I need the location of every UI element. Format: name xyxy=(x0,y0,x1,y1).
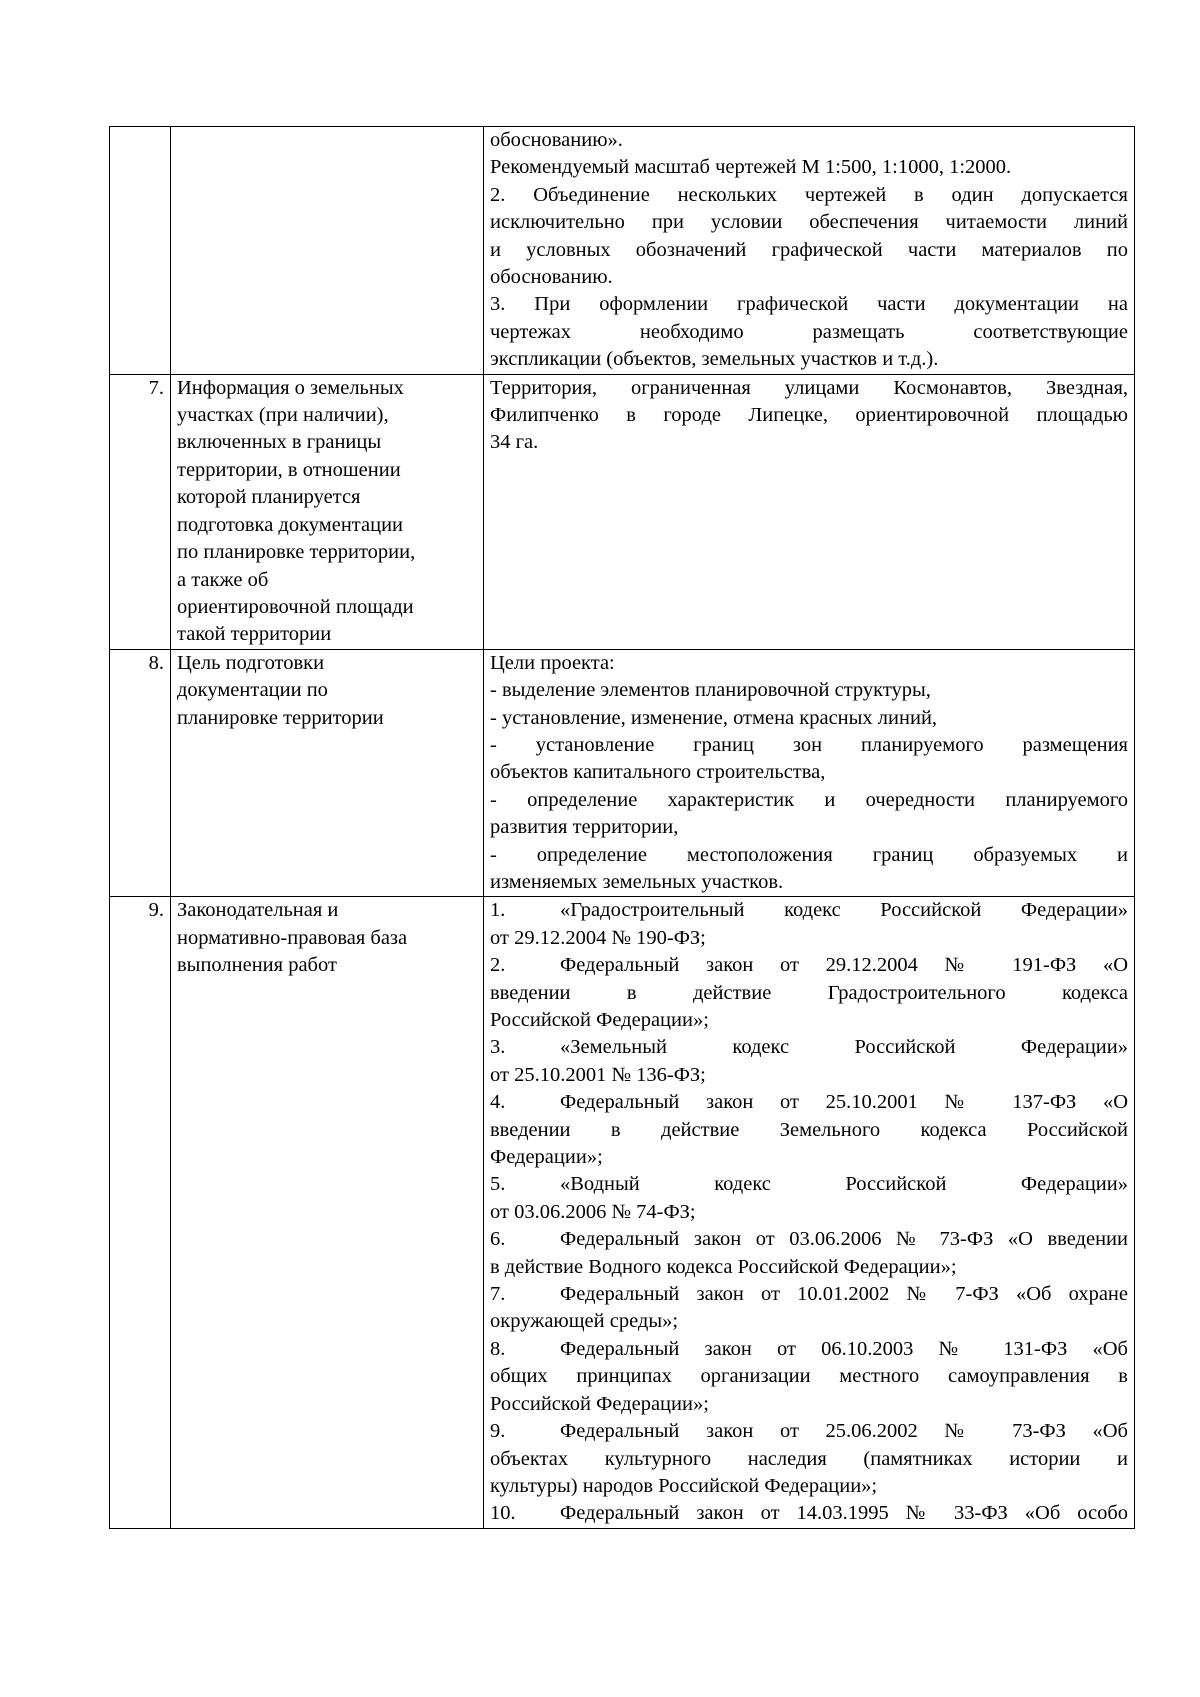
law-number: 5. xyxy=(490,1173,506,1196)
content-line: и условных обозначений графической части материалов по xyxy=(490,238,1128,261)
content-line: развития территории, xyxy=(490,816,679,839)
law-number: 3. xyxy=(490,1036,506,1059)
row-title-line: а также об xyxy=(177,568,269,591)
content-line: исключительно при условии обеспечения читаемости линий xyxy=(490,211,1128,234)
row-title-line: участках (при наличии), xyxy=(177,404,389,427)
row-title-line: Законодательная и xyxy=(177,899,339,922)
content-line: 2. Объединение нескольких чертежей в один допускается xyxy=(490,183,1128,206)
table-row xyxy=(110,649,1135,897)
law-line: окружающей среды»; xyxy=(490,1310,679,1333)
requirements-table xyxy=(109,126,1135,1529)
content-line: объектов капитального строительства, xyxy=(490,761,826,784)
row-title-line: по планировке территории, xyxy=(177,541,416,564)
row-number: 8. xyxy=(110,649,171,897)
law-item xyxy=(490,952,1128,1034)
law-line: 7. Федеральный закон от 10.01.2002 № 7-ФЗ «Об охране xyxy=(490,1281,1128,1308)
row-title-line: выполнения работ xyxy=(177,954,337,977)
row-number: 7. xyxy=(110,374,171,649)
content-line: обоснованию. xyxy=(490,266,613,289)
law-item xyxy=(490,1034,1128,1089)
content-line: чертежах необходимо размещать соответствующие xyxy=(490,320,1128,343)
row-title-line: планировке территории xyxy=(177,706,384,729)
content-line: - установление границ зон планируемого размещения xyxy=(490,733,1128,756)
law-number: 9. xyxy=(490,1420,506,1443)
law-line: 10. Федеральный закон от 14.03.1995 № 33-ФЗ «Об особо xyxy=(490,1500,1128,1527)
content-line: экспликации (объектов, земельных участков и т.д.). xyxy=(490,348,939,371)
law-line: 6. Федеральный закон от 03.06.2006 № 73-ФЗ «О введении xyxy=(490,1226,1128,1253)
law-item xyxy=(490,897,1128,952)
content-line: Территория, ограниченная улицами Космонавтов, Звездная, xyxy=(490,376,1128,399)
row-title-line: такой территории xyxy=(177,623,332,646)
law-number: 6. xyxy=(490,1228,506,1251)
content-line: 3. При оформлении графической части документации на xyxy=(490,293,1128,316)
law-line: 5. «Водный кодекс Российской Федерации» xyxy=(490,1171,1128,1198)
law-line: 1. «Градостроительный кодекс Российской Федерации» xyxy=(490,897,1128,924)
row-title-cell xyxy=(171,897,484,1528)
law-number: 1. xyxy=(490,899,506,922)
content-line: - установление, изменение, отмена красных линий, xyxy=(490,706,938,729)
row-title-line: включенных в границы xyxy=(177,431,382,454)
table-row xyxy=(110,897,1135,1528)
law-line: общих принципах организации местного самоуправления в xyxy=(490,1365,1128,1388)
content-line: - определение местоположения границ образуемых и xyxy=(490,843,1128,866)
law-line: введении в действие Градостроительного кодекса xyxy=(490,981,1128,1004)
row-title-line: которой планируется xyxy=(177,486,361,509)
law-line: введении в действие Земельного кодекса Российской xyxy=(490,1118,1128,1141)
content-line: Рекомендуемый масштаб чертежей М 1:500, 1:1000, 1:2000. xyxy=(490,156,1012,179)
law-number: 8. xyxy=(490,1337,506,1360)
law-number: 2. xyxy=(490,954,506,977)
law-line: от 03.06.2006 № 74-ФЗ; xyxy=(490,1200,696,1223)
row-title-cell xyxy=(171,374,484,649)
row-title-cell xyxy=(171,127,484,375)
row-content-cell xyxy=(484,649,1135,897)
law-line: Российской Федерации»; xyxy=(490,1392,709,1415)
table-body xyxy=(110,127,1135,1529)
law-line: культуры) народов Российской Федерации»; xyxy=(490,1474,878,1497)
row-title-line: Информация о земельных xyxy=(177,376,404,399)
content-line: - определение характеристик и очередности планируемого xyxy=(490,788,1128,811)
law-item xyxy=(490,1171,1128,1226)
row-number xyxy=(110,127,171,375)
content-line: - выделение элементов планировочной структуры, xyxy=(490,679,931,702)
law-line: 9. Федеральный закон от 25.06.2002 № 73-ФЗ «Об xyxy=(490,1418,1128,1445)
row-number: 9. xyxy=(110,897,171,1528)
law-item xyxy=(490,1089,1128,1171)
law-line: объектах культурного наследия (памятниках истории и xyxy=(490,1447,1128,1470)
row-content-cell xyxy=(484,127,1135,375)
row-title-line: нормативно-правовая база xyxy=(177,926,408,949)
law-line: Федерации»; xyxy=(490,1146,603,1169)
law-number: 10. xyxy=(490,1502,516,1525)
content-line: изменяемых земельных участков. xyxy=(490,870,784,893)
law-line: 4. Федеральный закон от 25.10.2001 № 137-ФЗ «О xyxy=(490,1089,1128,1116)
law-line: 8. Федеральный закон от 06.10.2003 № 131-ФЗ «Об xyxy=(490,1336,1128,1363)
row-title-cell xyxy=(171,649,484,897)
law-item xyxy=(490,1500,1128,1527)
law-line: от 29.12.2004 № 190-ФЗ; xyxy=(490,926,706,949)
law-line: 2. Федеральный закон от 29.12.2004 № 191-ФЗ «О xyxy=(490,952,1128,979)
law-item xyxy=(490,1336,1128,1418)
law-line: Российской Федерации»; xyxy=(490,1009,709,1031)
content-line: обоснованию». xyxy=(490,129,623,151)
row-content-cell xyxy=(484,897,1135,1528)
law-item xyxy=(490,1418,1128,1500)
content-line: 34 га. xyxy=(490,431,539,454)
law-line: от 25.10.2001 № 136-ФЗ; xyxy=(490,1063,706,1086)
content-line: Цели проекта: xyxy=(490,651,615,674)
row-title-line: ориентировочной площади xyxy=(177,595,414,618)
table-row xyxy=(110,374,1135,649)
law-item xyxy=(490,1226,1128,1281)
row-title-line: Цель подготовки xyxy=(177,651,325,674)
table-row xyxy=(110,127,1135,375)
law-number: 7. xyxy=(490,1283,506,1306)
law-line: 3. «Земельный кодекс Российской Федерации» xyxy=(490,1034,1128,1061)
law-item xyxy=(490,1281,1128,1336)
row-title-line: подготовка документации xyxy=(177,513,404,536)
law-line: в действие Водного кодекса Российской Федерации»; xyxy=(490,1255,957,1278)
row-title-line: территории, в отношении xyxy=(177,458,401,481)
law-number: 4. xyxy=(490,1091,506,1114)
content-line: Филипченко в городе Липецке, ориентировочной площадью xyxy=(490,404,1128,427)
row-content-cell xyxy=(484,374,1135,649)
row-title-line: документации по xyxy=(177,679,328,702)
